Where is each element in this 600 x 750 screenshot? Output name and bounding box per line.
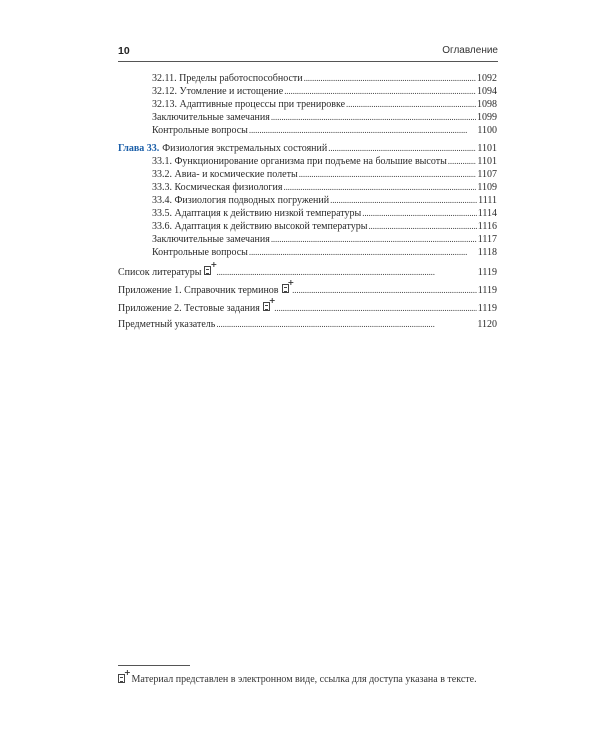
- toc-entry-title: Заключительные замечания: [152, 234, 270, 245]
- footnote-text: Материал представлен в электронном виде, ссылка для доступа указана в тексте.: [131, 674, 477, 685]
- toc-entry[interactable]: [152, 85, 497, 98]
- toc-entry-title: 33.1. Функционирование организма при подъеме на большие высоты: [152, 156, 447, 167]
- toc-backmatter-entry[interactable]: [118, 260, 497, 279]
- footnote-rule: [118, 665, 190, 666]
- toc-entry-title: 33.6. Адаптация к действию высокой температуры: [152, 221, 368, 232]
- toc-entry[interactable]: [152, 168, 497, 181]
- toc-entry-title: Контрольные вопросы: [152, 125, 248, 136]
- toc-entry-page: 1111: [478, 195, 497, 206]
- toc-entry-page: 1120: [477, 319, 497, 330]
- toc-entry-title: 33.4. Физиология подводных погружений: [152, 195, 330, 206]
- document-plus-icon: +: [118, 672, 127, 683]
- chapter-label: Глава 33.: [118, 143, 160, 154]
- toc-entry-page: 1099: [477, 112, 497, 123]
- toc-entry-page: 1100: [477, 125, 497, 136]
- leader-dots: [274, 302, 476, 314]
- toc-entry-page: 1119: [477, 285, 497, 296]
- leader-dots: [271, 111, 476, 123]
- toc-backmatter-entry[interactable]: [118, 318, 497, 331]
- leader-dots: [283, 181, 476, 193]
- toc-entry-title: Предметный указатель: [118, 319, 216, 330]
- toc-entry-page: 1109: [477, 182, 497, 193]
- leader-dots: [216, 266, 476, 278]
- toc-entry-title: 33.5. Адаптация к действию низкой температуры: [152, 208, 362, 219]
- toc-entry[interactable]: [152, 194, 497, 207]
- leader-dots: [362, 207, 477, 219]
- leader-dots: [299, 168, 477, 180]
- toc-entry-title: 33.2. Авиа- и космические полеты: [152, 169, 298, 180]
- toc-entry-page: 1094: [477, 86, 497, 97]
- toc-entry-page: 1092: [477, 73, 497, 84]
- page-header: [118, 45, 498, 62]
- toc-entry[interactable]: [152, 72, 497, 85]
- toc-chapter-entry[interactable]: [118, 142, 497, 155]
- toc-entry-title: Приложение 1. Справочник терминов: [118, 285, 279, 296]
- toc-entry-page: 1119: [477, 303, 497, 314]
- toc-backmatter-entry[interactable]: [118, 278, 497, 297]
- leader-dots: [271, 233, 477, 245]
- leader-dots: [292, 284, 477, 296]
- toc-entry[interactable]: [152, 207, 497, 220]
- toc-entry[interactable]: [152, 233, 497, 246]
- leader-dots: [249, 246, 477, 258]
- toc-entry-title: 32.12. Утомление и истощение: [152, 86, 284, 97]
- toc-entry-title: Список литературы: [118, 267, 202, 278]
- leader-dots: [249, 124, 477, 136]
- leader-dots: [216, 318, 476, 330]
- toc-entry-page: 1116: [477, 221, 497, 232]
- toc-entry[interactable]: [152, 124, 497, 137]
- leader-dots: [368, 220, 476, 232]
- leader-dots: [346, 98, 476, 110]
- toc-backmatter-entry[interactable]: [118, 296, 497, 315]
- toc-entry-title: 32.11. Пределы работоспособности: [152, 73, 303, 84]
- footnote: [118, 668, 498, 686]
- toc-entry[interactable]: [152, 98, 497, 111]
- leader-dots: [284, 85, 476, 97]
- toc-entry[interactable]: [152, 155, 497, 168]
- document-plus-icon: +: [263, 300, 271, 311]
- leader-dots: [304, 72, 476, 84]
- document-plus-icon: +: [204, 264, 213, 275]
- toc-entry-title: 33.3. Космическая физиология: [152, 182, 283, 193]
- toc-entry[interactable]: [152, 246, 497, 259]
- toc-entry-title: Контрольные вопросы: [152, 247, 248, 258]
- toc-entry-page: 1098: [477, 99, 497, 110]
- toc-entry-page: 1101: [477, 143, 497, 154]
- toc-entry-page: 1101: [477, 156, 497, 167]
- toc-entry-page: 1117: [477, 234, 497, 245]
- page-number: 10: [118, 45, 130, 57]
- leader-dots: [330, 194, 477, 206]
- toc-entry-title: Заключительные замечания: [152, 112, 270, 123]
- toc-entry-page: 1114: [477, 208, 497, 219]
- toc-entry-title: Приложение 2. Тестовые задания: [118, 303, 260, 314]
- toc-entry-page: 1107: [477, 169, 497, 180]
- document-plus-icon: +: [282, 282, 290, 293]
- toc-entry[interactable]: [152, 111, 497, 124]
- toc-entry-title: 32.13. Адаптивные процессы при тренировке: [152, 99, 346, 110]
- leader-dots: [328, 142, 476, 154]
- toc-entry[interactable]: [152, 220, 497, 233]
- toc-entry-page: 1119: [477, 267, 497, 278]
- chapter-title: Физиология экстремальных состояний: [162, 143, 328, 154]
- running-title: Оглавление: [442, 45, 498, 56]
- toc-entry-page: 1118: [477, 247, 497, 258]
- toc-entry[interactable]: [152, 181, 497, 194]
- leader-dots: [448, 155, 477, 167]
